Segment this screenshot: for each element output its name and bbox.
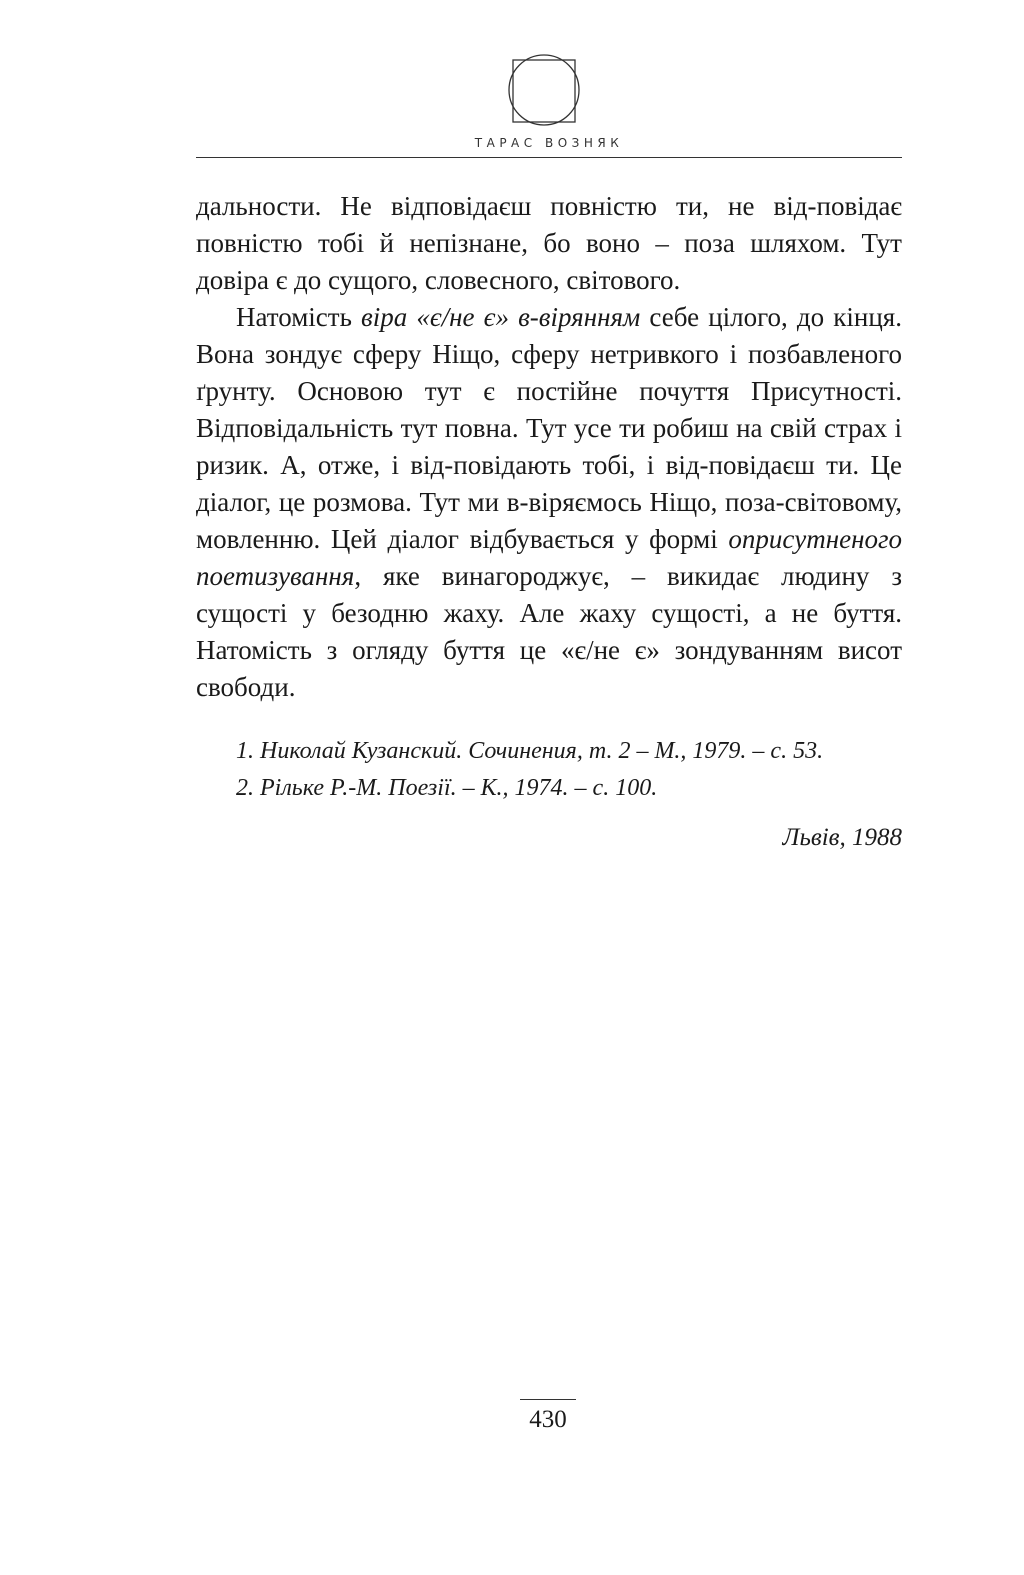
footnote-2: 2. Рільке Р.-М. Поезії. – К., 1974. – с. 100.: [236, 775, 658, 801]
paragraph-2: [196, 299, 902, 706]
circle-square-emblem-icon: [508, 48, 580, 132]
paragraph-2-part-1: Натомість: [236, 302, 362, 332]
page-number: 430: [529, 1406, 567, 1433]
paragraph-2-emphasis-1: віра «є/не є» в-вірянням: [361, 302, 641, 332]
paragraph-2-part-3: , яке винагороджує, – викидає людину з сущості у безодню жаху. Але жаху сущості, а не буття. Натомість з огляду буття це «є/не є» зондуванням висот свободи.: [196, 561, 902, 702]
page-number-rule: [520, 1399, 576, 1400]
place-date: Львів, 1988: [782, 824, 902, 851]
paragraph-2-emphasis-2: оприсутненого поетизування: [196, 524, 902, 591]
body-text: [196, 188, 902, 706]
paragraph-1: дальности. Не відповідаєш повністю ти, не від-повідає повністю тобі й непізнане, бо воно – поза шляхом. Тут довіра є до сущого, словесного, світового.: [196, 191, 902, 295]
running-head: ТАРАС ВОЗНЯК: [474, 136, 624, 150]
footnote-1: 1. Николай Кузанский. Сочинения, т. 2 – М., 1979. – с. 53.: [236, 738, 824, 764]
footnotes: [236, 733, 916, 807]
header-rule: [196, 157, 902, 158]
paragraph-2-part-2: себе цілого, до кінця. Вона зондує сферу Ніщо, сферу нетривкого і позбавленого ґрунту. Основою тут є постійне почуття Присутності. Відповідальність тут повна. Тут усе ти робиш на свій страх і ризик. А, отже, і від-повідають тобі, і від-повідаєш ти. Це діалог, це розмова. Тут ми в-віряємось Ніщо, поза-світовому, мовленню. Цей діалог відбувається у формі: [196, 302, 902, 554]
